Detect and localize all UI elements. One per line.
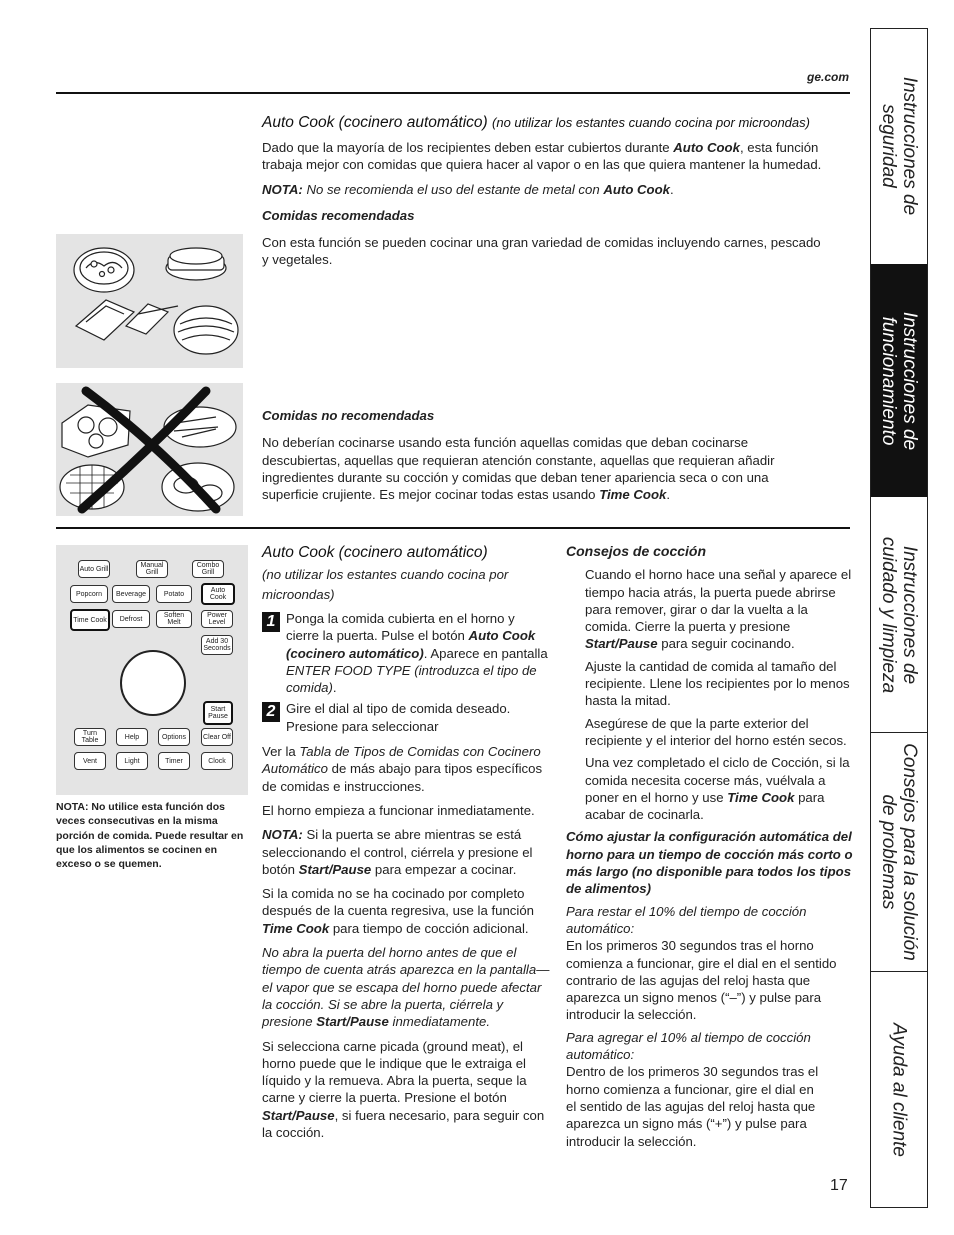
- add-30-seconds-button: Add 30 Seconds: [201, 635, 233, 655]
- section-title-text: Auto Cook (cocinero automático): [262, 114, 488, 131]
- tab-customer-help[interactable]: [871, 972, 927, 1207]
- step-2-text: Gire el dial al tipo de comida deseado. Presione para seleccionar: [286, 701, 511, 734]
- top-rule: [56, 92, 850, 94]
- ground-meat-start-pause: Start/Pause: [262, 1107, 335, 1123]
- tip-4-time-cook: Time Cook: [727, 789, 795, 805]
- not-recommended-time-cook: Time Cook: [599, 487, 667, 503]
- potato-button: Potato: [156, 585, 192, 603]
- tip-1-c: para seguir cocinando.: [657, 636, 795, 652]
- nota-text: No se recomienda el uso del estante de metal con: [302, 181, 604, 197]
- intro-auto-cook: Auto Cook: [673, 140, 740, 155]
- steam-warning-a: No abra la puerta del horno antes de que el tiempo de cuenta atrás aparezca en la pantalla—el vapor que se escapa del horno puede afectar la cocción. Si se abre la puerta, ciérrela y presione: [262, 945, 550, 1030]
- combo-grill-button: Combo Grill: [192, 560, 224, 578]
- door-note-start-pause: Start/Pause: [298, 861, 372, 877]
- side-note: NOTA: No utilice esta función dos veces consecutivas en la misma porción de comida. Puede resultar en que los alimentos se cocinen en exceso o se quemen.: [56, 801, 244, 871]
- site-url[interactable]: ge.com: [806, 70, 849, 84]
- tip-2: Ajuste la cantidad de comida al tamaño del recipiente. Llene los recipientes por lo menos hasta la mitad.: [585, 658, 850, 709]
- paragraph-door-note: [262, 826, 550, 878]
- nota-paragraph: [262, 181, 822, 198]
- recommended-text: Con esta función se pueden cocinar una gran variedad de comidas incluyendo carnes, pescado y vegetales.: [262, 235, 821, 268]
- tips-heading: Consejos de cocción: [566, 543, 707, 559]
- door-note-body: Si la puerta se abre mientras se está seleccionando el control, ciérrela y presione el botón: [262, 827, 533, 877]
- step-2-number: 2: [262, 702, 280, 722]
- not-recommended-heading: Comidas no recomendadas: [262, 408, 435, 423]
- beverage-button: Beverage: [112, 585, 150, 603]
- timer-button: Timer: [158, 752, 190, 770]
- section-title: [262, 113, 822, 133]
- tab-troubleshooting-label: Consejos para la solución de problemas: [878, 743, 920, 961]
- auto-cook-instructions: [262, 543, 550, 1148]
- adjust-heading: Cómo ajustar la configuración automática del horno para un tiempo de cocción más corto o más largo (no disponible para todos los tipos de alimentos): [566, 829, 853, 897]
- side-tabs: [870, 28, 928, 1208]
- selection-dial: [120, 650, 186, 716]
- auto-grill-button: Auto Grill: [78, 560, 110, 578]
- tip-4-a: Una vez completado el ciclo de Cocción, si la comida necesita cocerse más, vuélvala a poner en el horno y use: [585, 755, 850, 805]
- clear-off-button: Clear Off: [201, 728, 233, 746]
- control-panel-illustration: [56, 545, 248, 795]
- paragraph-ground-meat: [262, 1038, 550, 1142]
- tab-safety-label: Instrucciones de seguridad: [878, 76, 920, 216]
- instructions-title-note: (no utilizar los estantes cuando cocina por microondas): [262, 567, 509, 602]
- help-button: Help: [116, 728, 148, 746]
- tab-customer-help-label: Ayuda al cliente: [888, 1022, 910, 1157]
- intro-paragraph: [262, 139, 822, 174]
- nota-label: NOTA:: [262, 181, 303, 197]
- tip-1: [585, 566, 854, 652]
- time-cook-name: Time Cook: [262, 920, 330, 936]
- page-number: 17: [830, 1177, 848, 1194]
- step-1-body: Ponga la comida cubierta en el horno y cierre la puerta. Pulse el botón: [286, 611, 515, 644]
- soften-melt-button: Soften Melt: [156, 610, 192, 628]
- middle-rule: [56, 527, 850, 529]
- table-ref-title: Tabla de Tipos de Comidas con Cocinero Automático: [262, 744, 541, 777]
- time-cook-a: Si la comida no se ha cocinado por completo después de la cuenta regresiva, use la función: [262, 886, 534, 919]
- time-cook-button: Time Cook: [70, 609, 110, 631]
- step-1-button-name: Auto Cook (cocinero automático): [286, 628, 536, 661]
- paragraph-steam-warning: [262, 944, 550, 1030]
- tip-3: Asegúrese de que la parte exterior del recipiente y el interior del horno estén secos.: [585, 715, 847, 748]
- door-note-end: para empezar a cocinar.: [371, 861, 517, 877]
- add-text: Dentro de los primeros 30 segundos tras el horno comienza a funcionar, gire el dial en el sentido de las agujas del reloj hasta que aparezca un signo más (“+”) y pulse para introducir la selección.: [566, 1064, 819, 1149]
- tab-operating[interactable]: [871, 264, 927, 497]
- recommended-heading: Comidas recomendadas: [262, 207, 415, 223]
- step-1-end: .: [332, 680, 337, 696]
- covered-dishes-icon: [56, 234, 243, 368]
- vent-button: Vent: [74, 752, 106, 770]
- door-note-label: NOTA:: [262, 827, 303, 843]
- tab-troubleshooting[interactable]: [871, 733, 927, 971]
- cooking-tips: [566, 543, 854, 1155]
- not-recommended-foods-illustration: [56, 383, 243, 516]
- paragraph-table-ref: [262, 743, 550, 795]
- start-pause-button: Start Pause: [203, 701, 233, 725]
- step-1-display-text: ENTER FOOD TYPE (introduzca el tipo de comida): [286, 662, 537, 696]
- defrost-button: Defrost: [112, 610, 150, 628]
- tab-safety[interactable]: [871, 29, 927, 263]
- table-ref-a: Ver la: [262, 744, 300, 760]
- recommended-foods-illustration: [56, 234, 243, 368]
- power-level-button: Power Level: [201, 610, 233, 628]
- table-ref-c: de más abajo para tipos específicos de comidas e instrucciones.: [262, 761, 543, 794]
- ground-meat-c: , si fuera necesario, para seguir con la cocción.: [262, 1107, 545, 1141]
- not-recommended-text: [262, 434, 822, 503]
- step-1-text: [286, 610, 550, 696]
- tab-care-cleaning[interactable]: [871, 498, 927, 732]
- step-1: [262, 610, 550, 696]
- turntable-button: Turn Table: [74, 728, 106, 746]
- intro-text: Dado que la mayoría de los recipientes deben estar cubiertos durante: [262, 140, 674, 155]
- auto-cook-button: Auto Cook: [201, 583, 235, 605]
- steam-warning-start-pause: Start/Pause: [316, 1014, 389, 1030]
- nota-auto-cook: Auto Cook: [603, 181, 671, 197]
- tab-care-cleaning-label: Instrucciones de cuidado y limpieza: [878, 536, 920, 694]
- add-heading: Para agregar el 10% al tiempo de cocción automático:: [566, 1029, 811, 1063]
- clock-button: Clock: [201, 752, 233, 770]
- paragraph-starts: El horno empieza a funcionar inmediatamente.: [262, 802, 535, 818]
- step-1-mid: . Aparece en pantalla: [423, 645, 548, 661]
- subtract-heading: Para restar el 10% del tiempo de cocción automático:: [566, 903, 807, 936]
- tab-operating-label: Instrucciones de funcionamiento: [878, 311, 920, 450]
- instructions-title: Auto Cook (cocinero automático): [262, 544, 488, 561]
- not-recommended-end: .: [666, 487, 671, 503]
- not-recommended-body: No deberían cocinarse usando esta función aquellas comidas que deban cocinarse descubiertas, aquellas que requieran atención constante, aquellas que requieran añadir ingredientes durante su cocción y comidas que deban tener apariencia seca o con una superficie crujiente. Es mejor cocinar todas estas usando: [262, 435, 775, 503]
- subtract-text: En los primeros 30 segundos tras el horno comienza a funcionar, gire el dial en el sentido contrario de las agujas del reloj hasta que aparezca un signo menos (“–”) y pulse para introducir la selección.: [566, 938, 837, 1023]
- intro-text-end: , esta función trabaja mejor con comidas que quiera hacer al vapor o en las que quiera mantener la humedad.: [262, 140, 822, 173]
- tip-4: [585, 754, 854, 823]
- section-auto-cook-intro: [262, 113, 822, 276]
- step-2: [262, 700, 550, 735]
- paragraph-time-cook: [262, 885, 550, 937]
- ground-meat-a: Si selecciona carne picada (ground meat), el horno puede que le indique que le extraiga el líquido y la remueva. Abra la puerta, seque la carne y cierre la puerta. Presione el botón: [262, 1038, 527, 1106]
- tip-4-c: para acabar de cocinarla.: [585, 789, 825, 823]
- options-button: Options: [158, 728, 190, 746]
- popcorn-button: Popcorn: [70, 585, 108, 603]
- tip-1-a: Cuando el horno hace una señal y aparece el tiempo hacia atrás, la puerta puede abrirse para remover, girar o dar la vuelta a la comida. Cierre la puerta y presione: [585, 567, 852, 635]
- manual-grill-button: Manual Grill: [136, 560, 168, 578]
- tip-1-start-pause: Start/Pause: [585, 636, 658, 652]
- steam-warning-c: inmediatamente.: [388, 1014, 491, 1030]
- light-button: Light: [116, 752, 148, 770]
- step-1-number: 1: [262, 612, 280, 632]
- time-cook-c: para tiempo de cocción adicional.: [329, 920, 529, 936]
- nota-end: .: [670, 181, 674, 197]
- section-title-note: (no utilizar los estantes cuando cocina por microondas): [492, 115, 810, 130]
- crossed-out-foods-icon: [56, 383, 243, 516]
- tips-list: [566, 566, 854, 823]
- not-recommended-block: [262, 407, 822, 510]
